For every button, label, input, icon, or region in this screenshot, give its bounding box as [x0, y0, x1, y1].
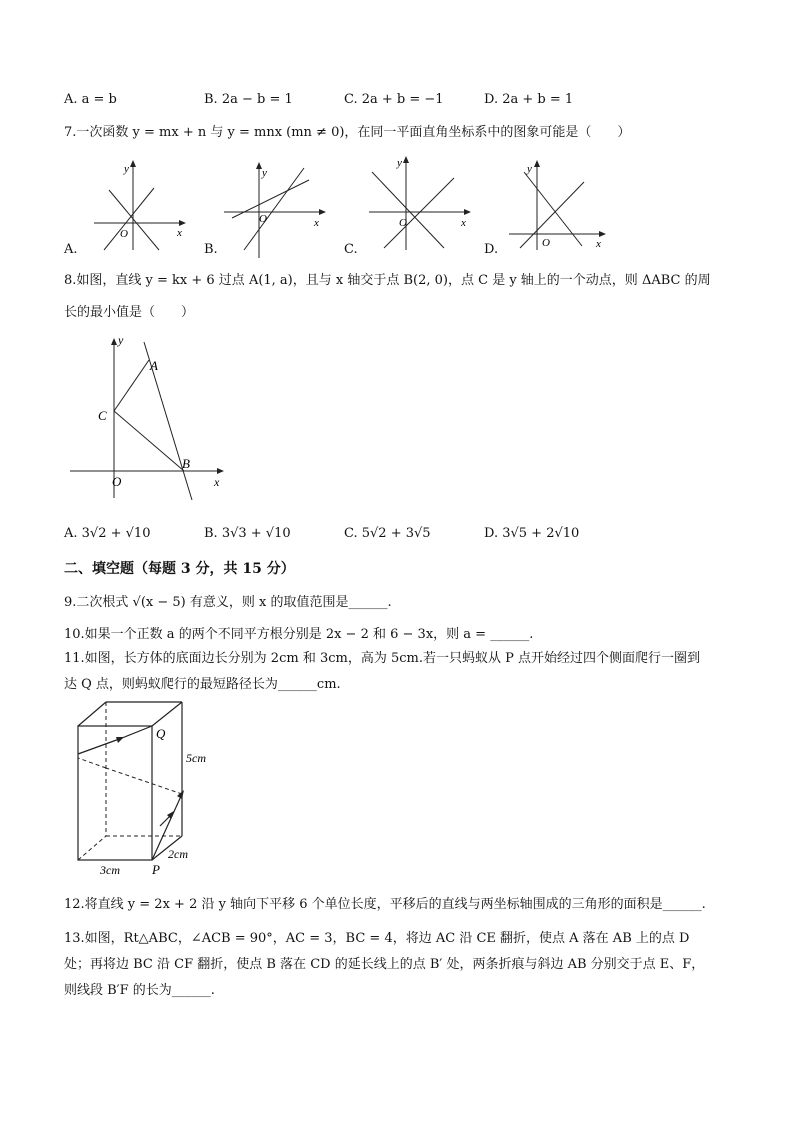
q13-line2: 处；再将边 BC 沿 CF 翻折，使点 B 落在 CD 的延长线上的点 B′ 处，两条折痕与斜边 AB 分别交于点 E、F， [64, 957, 705, 972]
q7-stem: 7.一次函数 y = mx + n 与 y = mnx (mn ≠ 0)，在同一平面直角坐标系中的图象可能是（ ） [64, 125, 631, 140]
q7a-y-label: y [124, 163, 129, 175]
q8-point-b-label: B [182, 456, 190, 471]
q7b-y-label: y [262, 167, 267, 179]
q7c-x-label: x [461, 217, 466, 229]
q7c-origin-label: O [399, 217, 407, 229]
q8-x-label: x [214, 475, 220, 489]
q7-graph-c [344, 152, 474, 252]
q7a-x-label: x [177, 227, 182, 239]
q6-option-d: D. 2a + b = 1 [484, 92, 574, 107]
q13-line3: 则线段 B′F 的长为______. [64, 983, 215, 998]
q7d-x-label: x [596, 238, 601, 250]
q7d-y-label: y [527, 163, 532, 175]
q8-point-a-label: A [150, 358, 158, 373]
q8-option-c: C. 5√2 + 3√5 [344, 526, 431, 541]
q7-graph-b [204, 160, 334, 260]
q7b-origin-label: O [259, 213, 267, 225]
q11-point-q-label: Q [156, 726, 166, 741]
q7-option-b-label: B. [204, 242, 218, 257]
q7b-x-label: x [314, 217, 319, 229]
q6-option-b: B. 2a − b = 1 [204, 92, 293, 107]
q8-origin-label: O [112, 474, 122, 489]
q6-option-c: C. 2a + b = −1 [344, 92, 444, 107]
q10-text: 10.如果一个正数 a 的两个不同平方根分别是 2x − 2 和 6 − 3x，则 a = ______. [64, 627, 534, 642]
q7-graph-d [484, 152, 614, 252]
q11-width-label: 3cm [100, 863, 120, 877]
q11-height-label: 5cm [186, 751, 206, 765]
q7-option-d-label: D. [484, 242, 499, 257]
q13-line1: 13.如图，Rt△ABC，∠ACB = 90°，AC = 3，BC = 4，将边 AC 沿 CE 翻折，使点 A 落在 AB 上的点 D [64, 931, 690, 946]
q11-line2: 达 Q 点，则蚂蚁爬行的最短路径长为______cm. [64, 677, 341, 692]
q7-option-c-label: C. [344, 242, 358, 257]
q7d-origin-label: O [542, 237, 550, 249]
q12-text: 12.将直线 y = 2x + 2 沿 y 轴向下平移 6 个单位长度，平移后的直线与两坐标轴围成的三角形的面积是______. [64, 897, 706, 912]
q7-option-a-label: A. [64, 242, 78, 257]
q7-graph-a [64, 152, 194, 252]
q8-stem-line1: 8.如图，直线 y = kx + 6 过点 A(1, a)，且与 x 轴交于点 B(2, 0)，点 C 是 y 轴上的一个动点，则 ΔABC 的周 [64, 273, 711, 288]
q11-line1: 11.如图，长方体的底面边长分别为 2cm 和 3cm，高为 5cm.若一只蚂蚁从 P 点开始经过四个侧面爬行一圈到 [64, 651, 700, 666]
q8-point-c-label: C [98, 408, 107, 423]
q7a-origin-label: O [120, 228, 128, 240]
q8-option-b: B. 3√3 + √10 [204, 526, 291, 541]
q8-option-a: A. 3√2 + √10 [64, 526, 151, 541]
q8-y-label: y [118, 333, 124, 347]
q8-stem-line2: 长的最小值是（ ） [64, 305, 195, 320]
q8-figure [64, 330, 234, 500]
q6-option-a: A. a = b [64, 92, 117, 107]
q11-cuboid-figure [64, 698, 234, 878]
q7c-y-label: y [397, 157, 402, 169]
q11-point-p-label: P [152, 862, 160, 877]
section-2-heading: 二、填空题（每题 3 分，共 15 分） [64, 561, 295, 577]
q9-text: 9.二次根式 √(x − 5) 有意义，则 x 的取值范围是______. [64, 595, 392, 610]
q11-depth-label: 2cm [168, 847, 188, 861]
q8-option-d: D. 3√5 + 2√10 [484, 526, 580, 541]
